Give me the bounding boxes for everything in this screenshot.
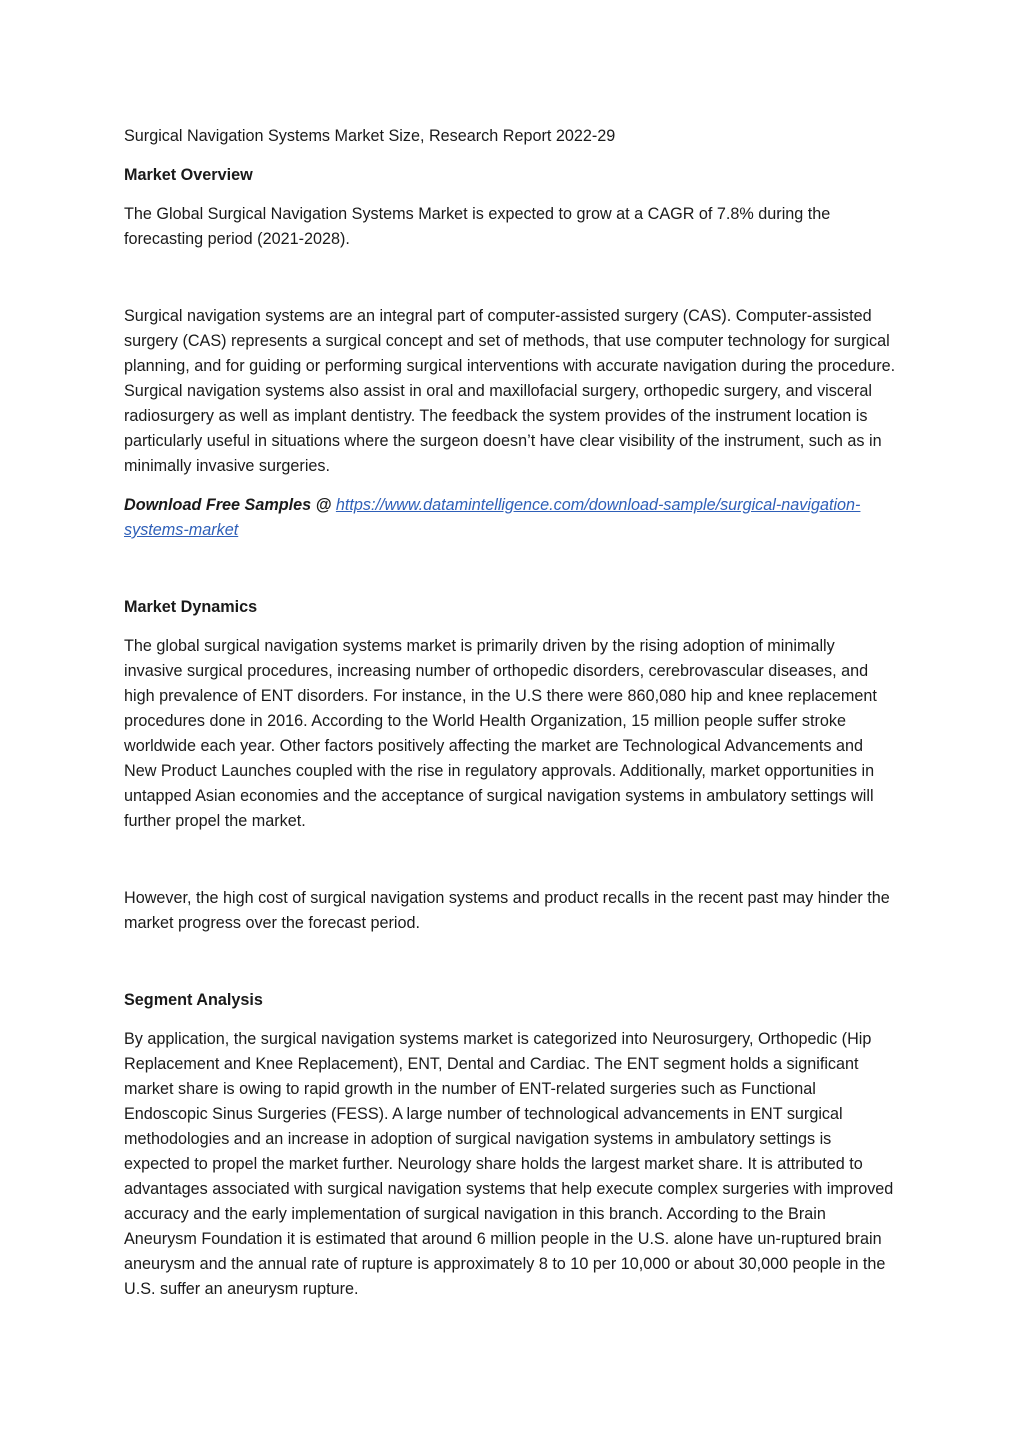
segment-analysis-heading: Segment Analysis <box>124 991 263 1009</box>
download-samples-label: Download Free Samples @ <box>124 496 332 514</box>
market-overview-paragraph-2: Surgical navigation systems are an integral part of computer-assisted surgery (CAS). Computer-assisted surgery (CAS) represents a surgical concept and set of methods, that use computer technology for surgical planning, and for guiding or performing surgical interventions with accurate navigation during the procedure. Surgical navigation systems also assist in oral and maxillofacial surgery, orthopedic surgery, and visceral radiosurgery as well as implant dentistry. The feedback the system provides of the instrument location is particularly useful in situations where the surgeon doesn’t have clear visibility of the instrument, such as in minimally invasive surgeries. <box>124 307 896 475</box>
market-dynamics-paragraph-1: The global surgical navigation systems market is primarily driven by the rising adoption of minimally invasive surgical procedures, increasing number of orthopedic disorders, cerebrovascular diseases, and high prevalence of ENT disorders. For instance, in the U.S there were 860,080 hip and knee replacement procedures done in 2016. According to the World Health Organization, 15 million people suffer stroke worldwide each year. Other factors positively affecting the market are Technological Advancements and New Product Launches coupled with the rise in regulatory approvals. Additionally, market opportunities in untapped Asian economies and the acceptance of surgical navigation systems in ambulatory settings will further propel the market. <box>124 637 877 830</box>
market-dynamics-heading: Market Dynamics <box>124 598 258 616</box>
segment-analysis-paragraph-1: By application, the surgical navigation systems market is categorized into Neurosurgery, Orthopedic (Hip Replacement and Knee Replacement), ENT, Dental and Cardiac. The ENT segment holds a significant market share is owing to rapid growth in the number of ENT-related surgeries such as Functional Endoscopic Sinus Surgeries (FESS). A large number of technological advancements in ENT surgical methodologies and an increase in adoption of surgical navigation systems in ambulatory settings is expected to propel the market further. Neurology share holds the largest market share. It is attributed to advantages associated with surgical navigation systems that help execute complex surgeries with improved accuracy and the early implementation of surgical navigation in this branch. According to the Brain Aneurysm Foundation it is estimated that around 6 million people in the U.S. alone have un-ruptured brain aneurysm and the annual rate of rupture is approximately 8 to 10 per 10,000 or about 30,000 people in the U.S. suffer an aneurysm rupture. <box>124 1030 894 1298</box>
download-samples-line <box>124 493 896 543</box>
download-samples-link[interactable]: https://www.datamintelligence.com/download-sample/surgical-navigation-systems-market <box>124 496 861 539</box>
document-title: Surgical Navigation Systems Market Size, Research Report 2022-29 <box>124 127 616 145</box>
document-page <box>124 124 896 1302</box>
market-overview-heading: Market Overview <box>124 166 253 184</box>
market-dynamics-paragraph-2: However, the high cost of surgical navigation systems and product recalls in the recent past may hinder the market progress over the forecast period. <box>124 889 890 932</box>
market-overview-paragraph-1: The Global Surgical Navigation Systems Market is expected to grow at a CAGR of 7.8% during the forecasting period (2021-2028). <box>124 205 831 248</box>
